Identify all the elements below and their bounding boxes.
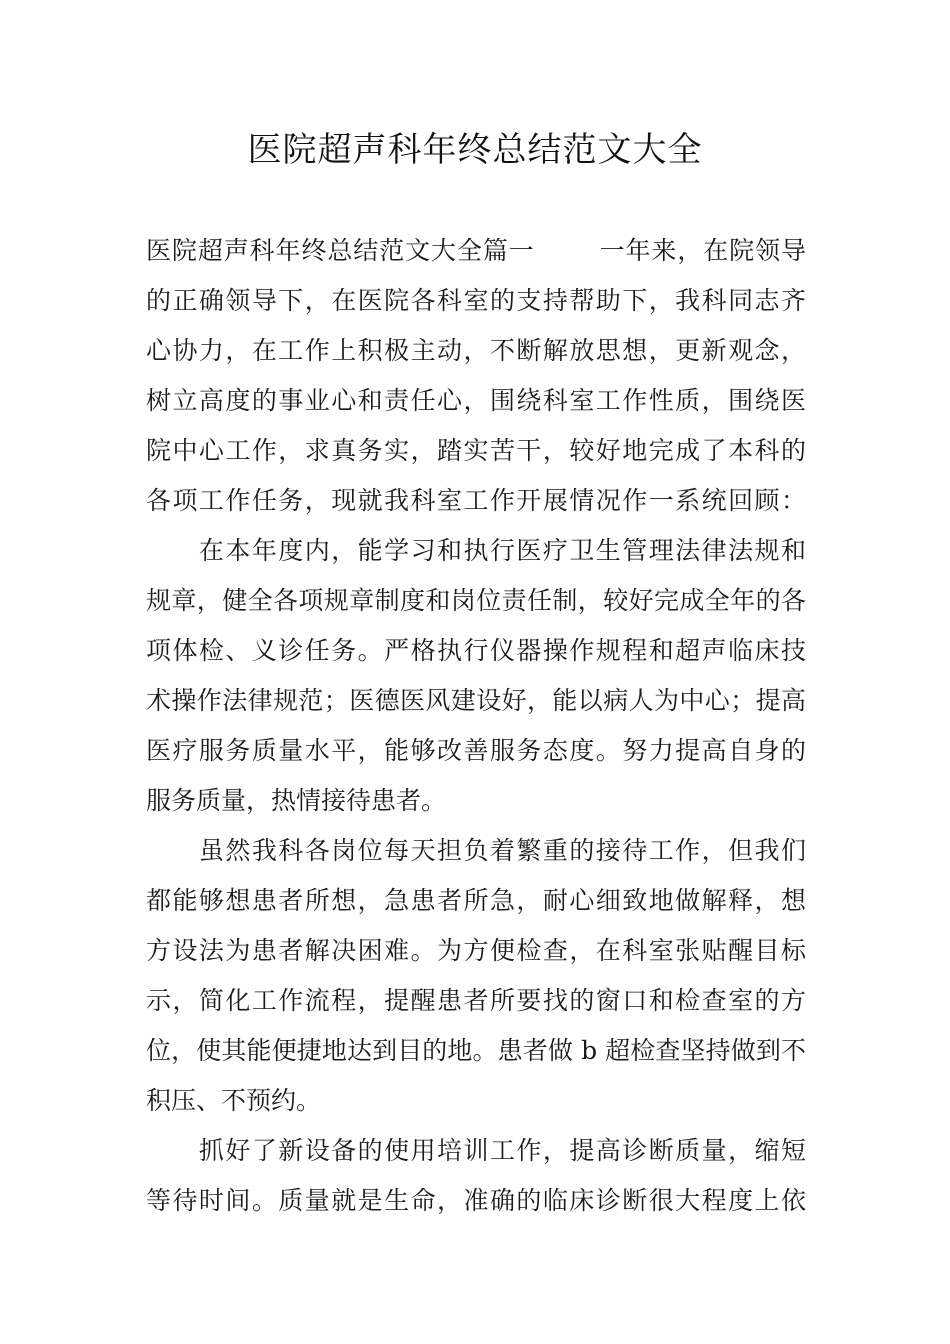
text-line: 术操作法律规范；医德医风建设好，能以病人为中心；提高 bbox=[146, 686, 806, 715]
document-title: 医院超声科年终总结范文大全 bbox=[247, 130, 703, 170]
text-line: 等待时间。质量就是生命，准确的临床诊断很大程度上依 bbox=[146, 1186, 806, 1215]
text-line: 心协力，在工作上积极主动，不断解放思想，更新观念， bbox=[146, 336, 806, 365]
text-line: 积压、不预约。 bbox=[146, 1086, 322, 1115]
text-line: 项体检、义诊任务。严格执行仪器操作规程和超声临床技 bbox=[146, 636, 806, 665]
text-line: 示，简化工作流程，提醒患者所要找的窗口和检查室的方 bbox=[146, 986, 806, 1015]
text-line: 各项工作任务，现就我科室工作开展情况作一系统回顾： bbox=[146, 486, 806, 515]
text-line: 的正确领导下，在医院各科室的支持帮助下，我科同志齐 bbox=[146, 286, 806, 315]
text-line: 位，使其能便捷地达到目的地。患者做 b 超检查坚持做到不 bbox=[146, 1036, 806, 1065]
text-segment: 一年来，在院领导 bbox=[598, 236, 806, 265]
document-body bbox=[146, 226, 806, 1226]
text-line: 在本年度内，能学习和执行医疗卫生管理法律法规和 bbox=[146, 536, 806, 565]
text-line: 树立高度的事业心和责任心，围绕科室工作性质，围绕医 bbox=[146, 386, 806, 415]
text-line: 院中心工作，求真务实，踏实苦干，较好地完成了本科的 bbox=[146, 436, 806, 465]
text-line bbox=[146, 226, 806, 276]
text-line: 虽然我科各岗位每天担负着繁重的接待工作，但我们 bbox=[146, 836, 806, 865]
text-line: 抓好了新设备的使用培训工作，提高诊断质量，缩短 bbox=[146, 1136, 806, 1165]
text-line: 都能够想患者所想，急患者所急，耐心细致地做解释，想 bbox=[146, 886, 806, 915]
text-line: 医疗服务质量水平，能够改善服务态度。努力提高自身的 bbox=[146, 736, 806, 765]
text-line: 方设法为患者解决困难。为方便检查，在科室张贴醒目标 bbox=[146, 936, 806, 965]
text-line: 规章，健全各项规章制度和岗位责任制，较好完成全年的各 bbox=[146, 586, 806, 615]
section-heading: 医院超声科年终总结范文大全篇一 bbox=[146, 236, 535, 265]
text-line: 服务质量，热情接待患者。 bbox=[146, 786, 447, 815]
